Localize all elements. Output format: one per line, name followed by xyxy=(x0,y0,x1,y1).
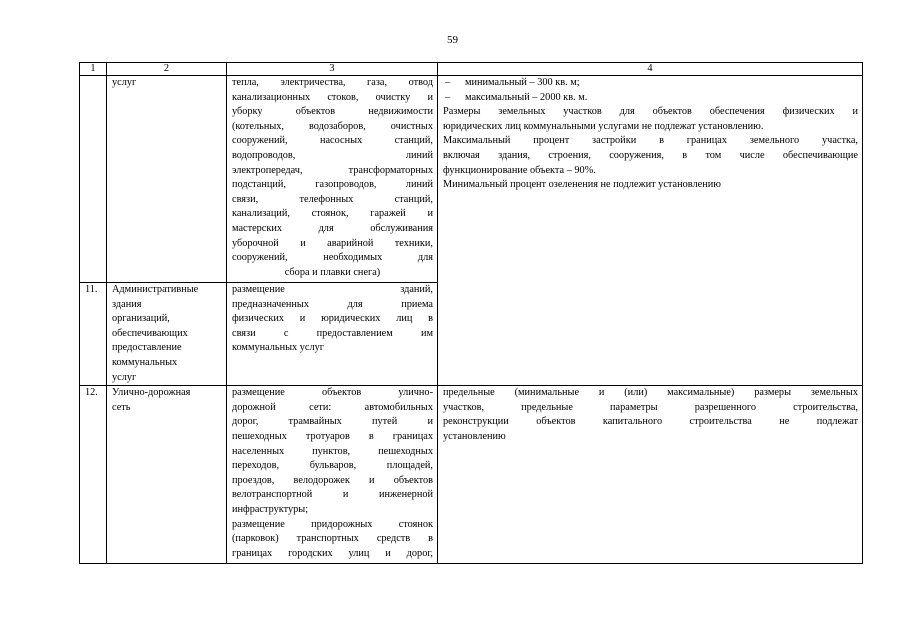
row-parameters: – минимальный – 300 кв. м; – максимальный – 2000 кв. м. Размеры земельных участков для объектов обеспечения физических и юридических лиц коммунальными услугами не подлежат установлению. Максимальный процент застройки в границах земельного участка, включая здания, строения, сооружения, в том числе обеспечивающие функционирование объекта – 90%. Минимальный процент озеленения не подлежит установлению xyxy=(438,76,863,386)
header-col-2: 2 xyxy=(107,63,227,76)
header-col-1: 1 xyxy=(80,63,107,76)
table-row-continued xyxy=(80,76,863,283)
row-name: Улично-дорожная сеть xyxy=(107,386,227,564)
zoning-table xyxy=(79,62,863,564)
row-number: 12. xyxy=(80,386,107,564)
row-number xyxy=(80,76,107,283)
header-col-4: 4 xyxy=(438,63,863,76)
row-number: 11. xyxy=(80,283,107,386)
header-row xyxy=(80,63,863,76)
row-description: размещение зданий, предназначенных для приема физических и юридических лиц в связи с предоставлением им коммунальных услуг xyxy=(227,283,438,386)
row-description: тепла, электричества, газа, отвод канализационных стоков, очистку и уборку объектов недвижимости (котельных, водозаборов, очистных сооружений, насосных станций, водопроводов, линий электропередач, трансформаторных подстанций, газопроводов, линий связи, телефонных станций, канализаций, стоянок, гаражей и мастерских для обслуживания уборочной и аварийной техники, сооружений, необходимых для сбора и плавки снега) xyxy=(227,76,438,283)
row-parameters: предельные (минимальные и (или) максимальные) размеры земельных участков, предельные параметры разрешенного строительства, реконструкции объектов капитального строительства не подлежат установлению xyxy=(438,386,863,564)
row-name: Административные здания организаций, обеспечивающих предоставление коммунальных услуг xyxy=(107,283,227,386)
page-number: 59 xyxy=(447,34,458,46)
header-col-3: 3 xyxy=(227,63,438,76)
row-description: размещение объектов улично- дорожной сети: автомобильных дорог, трамвайных путей и пешеходных тротуаров в границах населенных пунктов, пешеходных переходов, бульваров, площадей, проездов, велодорожек и объектов велотранспортной и инженерной инфраструктуры; размещение придорожных стоянок (парковок) транспортных средств в границах городских улиц и дорог, xyxy=(227,386,438,564)
param-max-area: – максимальный – 2000 кв. м. xyxy=(445,91,588,103)
param-min-area: – минимальный – 300 кв. м; xyxy=(445,77,580,88)
row-name: услуг xyxy=(107,76,227,283)
table-row-12 xyxy=(80,386,863,564)
